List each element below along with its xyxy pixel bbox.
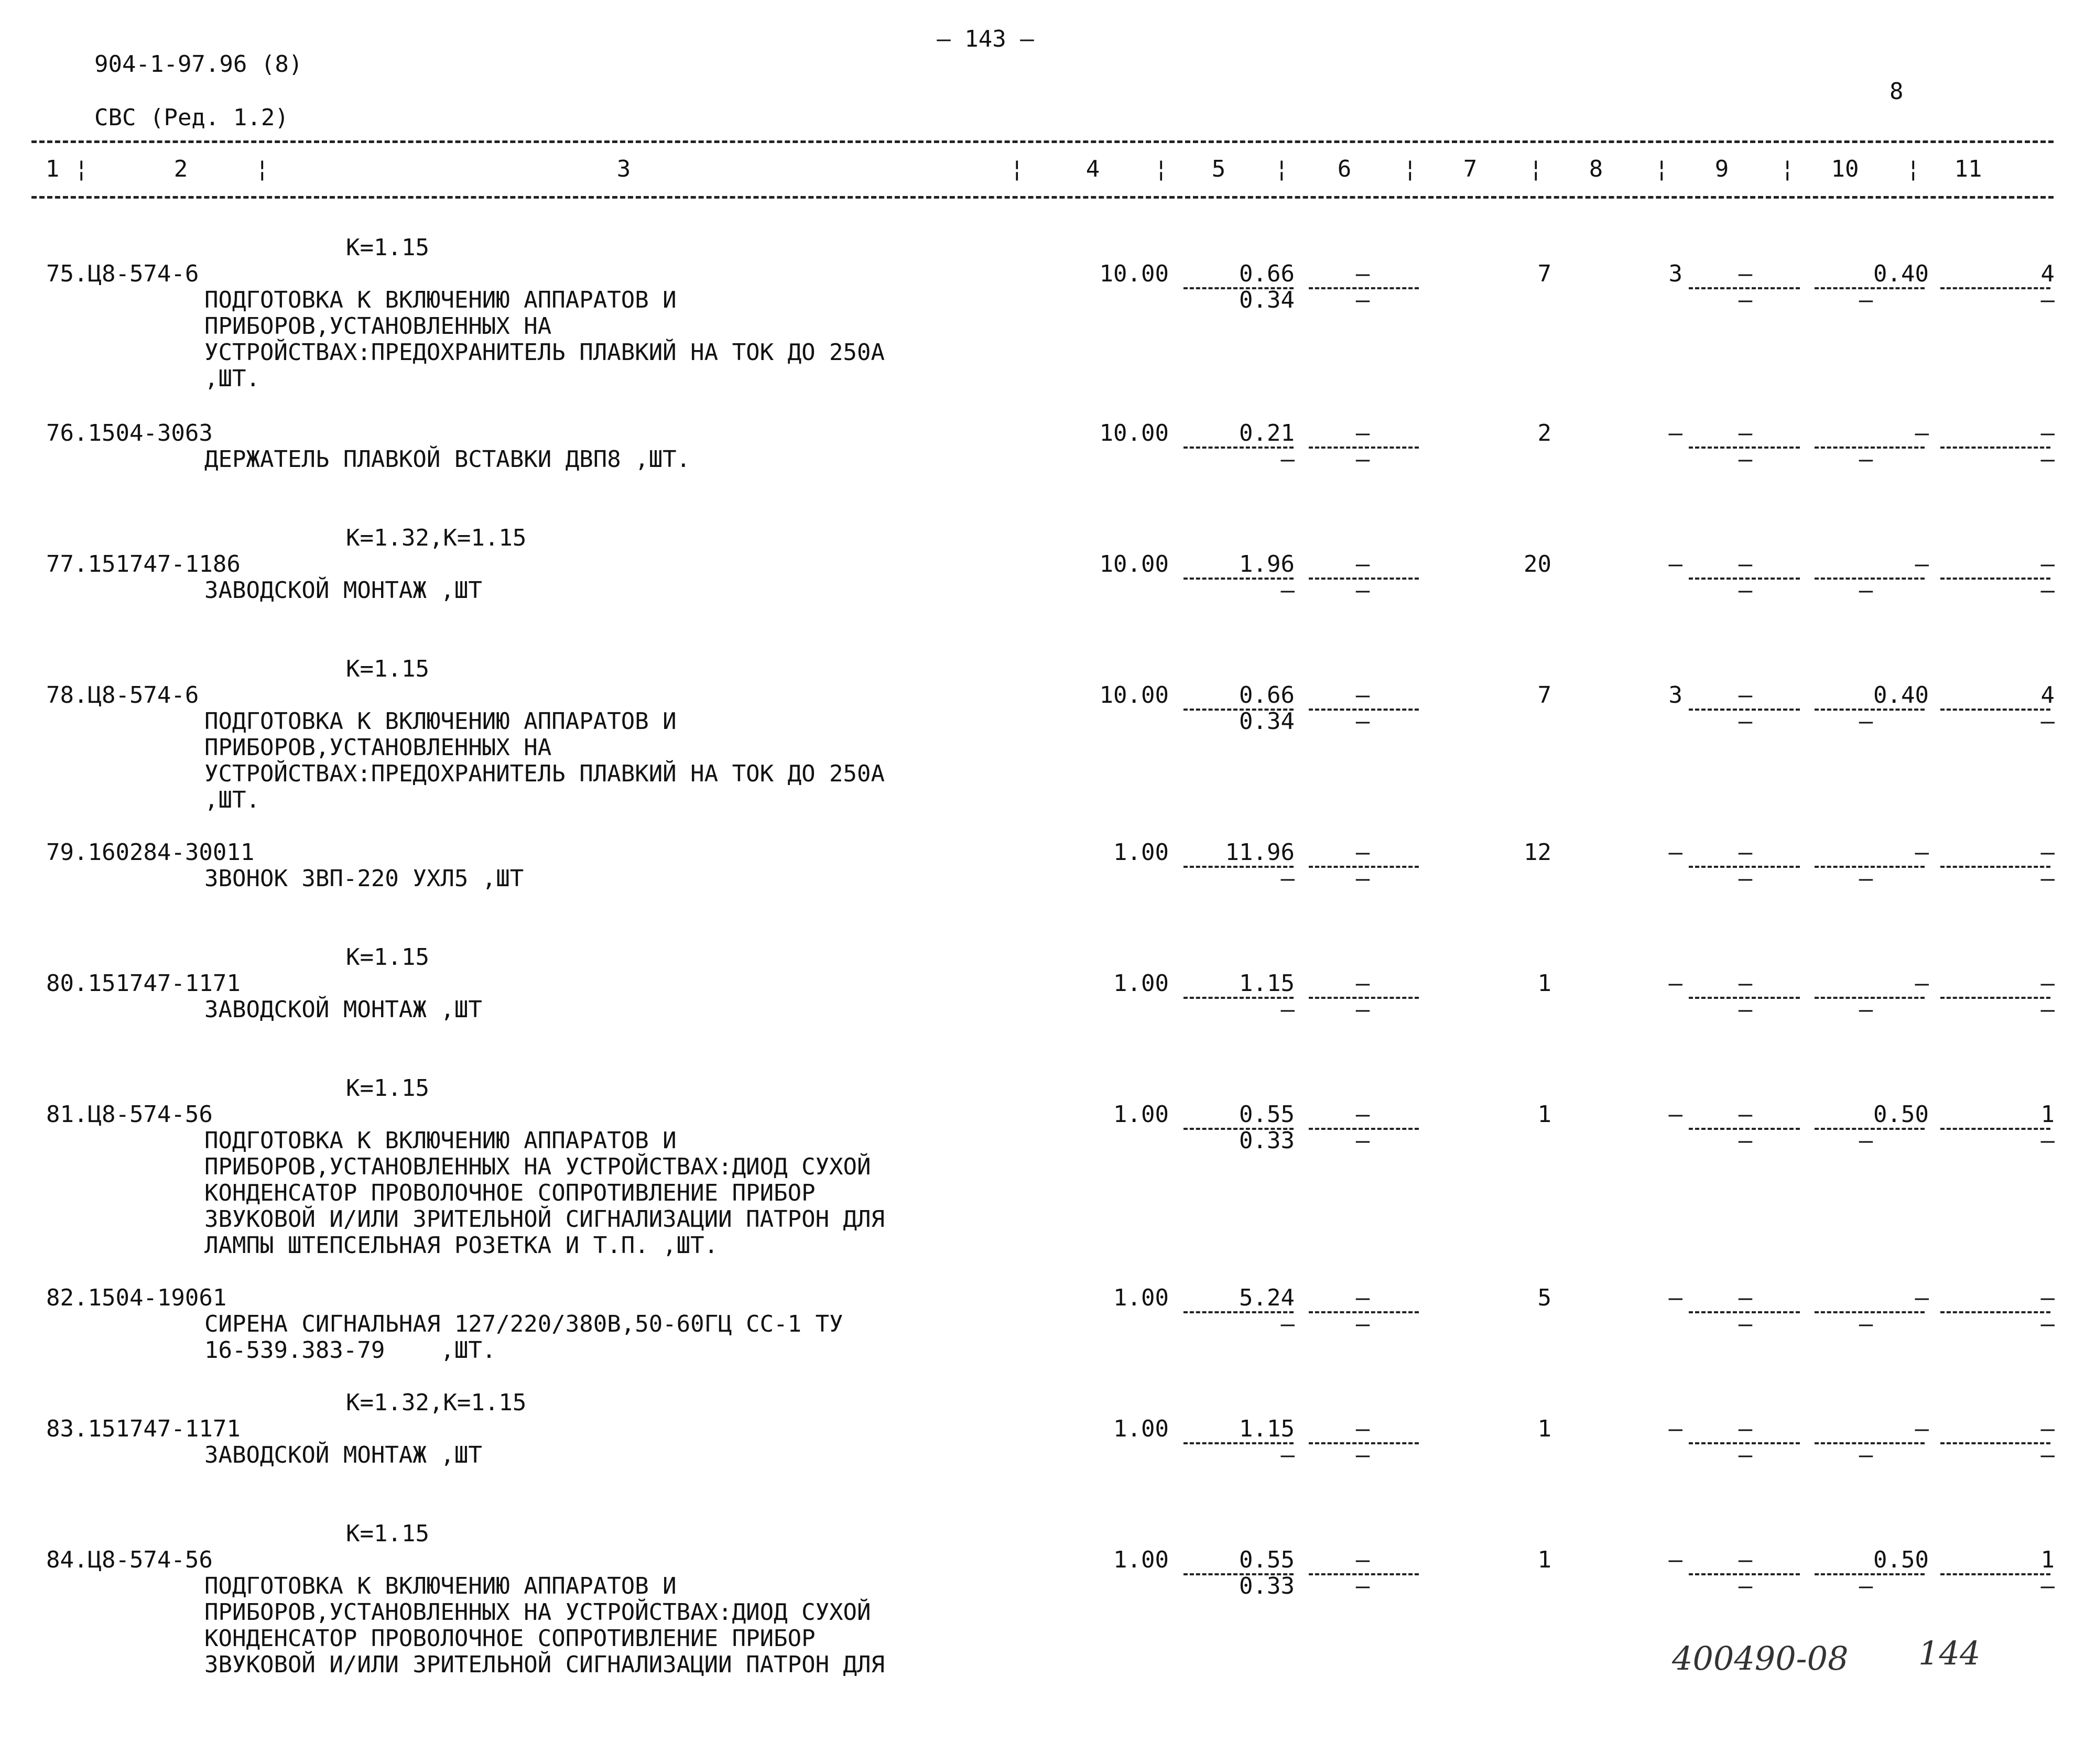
- item-description-line: ЗАВОДСКОЙ МОНТАЖ ,ШТ: [204, 996, 482, 1023]
- col11-sub-value: –: [2040, 1311, 2055, 1337]
- col9-sub-value: –: [1738, 708, 1753, 735]
- col8-value: –: [1668, 420, 1682, 447]
- quantity: 1.00: [1113, 970, 1169, 997]
- item-description-line: ,ШТ.: [204, 365, 260, 392]
- col10-sub-value: –: [1859, 1311, 1873, 1337]
- col9-value: –: [1738, 682, 1753, 709]
- col8-value: –: [1668, 551, 1682, 578]
- column-separator: ¦: [1906, 156, 1920, 182]
- col11-sub-value: –: [2040, 865, 2055, 892]
- col9-value: –: [1738, 420, 1753, 447]
- item-description-line: ЗВУКОВОЙ И/ИЛИ ЗРИТЕЛЬНОЙ СИГНАЛИЗАЦИИ ПАТРОН ДЛЯ: [204, 1206, 885, 1233]
- col11-value: –: [2040, 1415, 2055, 1442]
- column-separator: ¦: [1529, 156, 1543, 182]
- col9-value: –: [1738, 1284, 1753, 1311]
- col5-value: 11.96: [1225, 839, 1295, 866]
- item-code: 84.Ц8-574-56: [46, 1547, 213, 1573]
- column-header-9: 9: [1714, 156, 1729, 182]
- col6-sub-value: –: [1355, 1127, 1370, 1154]
- item-description-line: ,ШТ.: [204, 787, 260, 813]
- col10-value: –: [1915, 970, 1929, 997]
- col11-sub-value: –: [2040, 1127, 2055, 1154]
- col9-sub-value: –: [1738, 1442, 1753, 1468]
- col8-value: –: [1668, 1415, 1682, 1442]
- col11-value: 1: [2040, 1547, 2055, 1573]
- col9-sub-value: –: [1738, 1311, 1753, 1337]
- col10-value: –: [1915, 551, 1929, 578]
- col6-value: –: [1355, 1415, 1370, 1442]
- col6-sub-value: –: [1355, 996, 1370, 1023]
- item-code: 80.151747-1171: [46, 970, 241, 997]
- item-description-line: КОНДЕНСАТОР ПРОВОЛОЧНОЕ СОПРОТИВЛЕНИЕ ПРИБОР: [204, 1625, 816, 1652]
- col11-sub-value: –: [2040, 446, 2055, 473]
- col9-sub-value: –: [1738, 1127, 1753, 1154]
- col10-value: 0.50: [1873, 1101, 1929, 1128]
- col6-sub-value: –: [1355, 865, 1370, 892]
- column-separator: ¦: [74, 156, 89, 182]
- col11-value: –: [2040, 420, 2055, 447]
- column-header-10: 10: [1831, 156, 1859, 182]
- col7-value: 12: [1524, 839, 1551, 866]
- item-code: 79.160284-30011: [46, 839, 255, 866]
- col6-sub-value: –: [1355, 1573, 1370, 1599]
- col5-sub-value: 0.33: [1239, 1573, 1295, 1599]
- header-top-rule: [31, 140, 2054, 143]
- col5-sub-value: –: [1280, 446, 1295, 473]
- col8-value: –: [1668, 839, 1682, 866]
- handwritten-sheet-number: 144: [1918, 1634, 1981, 1672]
- col10-sub-value: –: [1859, 287, 1873, 313]
- col9-value: –: [1738, 1101, 1753, 1128]
- item-code: 78.Ц8-574-6: [46, 682, 199, 709]
- col7-value: 1: [1537, 1547, 1551, 1573]
- col7-value: 1: [1537, 970, 1551, 997]
- col9-sub-value: –: [1738, 577, 1753, 604]
- column-header-4: 4: [1085, 156, 1100, 182]
- col8-value: –: [1668, 1547, 1682, 1573]
- col5-value: 0.66: [1239, 260, 1295, 287]
- col11-sub-value: –: [2040, 287, 2055, 313]
- col10-sub-value: –: [1859, 1127, 1873, 1154]
- item-description-line: ПРИБОРОВ,УСТАНОВЛЕННЫХ НА: [204, 313, 552, 340]
- col11-value: 4: [2040, 260, 2055, 287]
- col10-value: 0.40: [1873, 682, 1929, 709]
- col5-value: 0.21: [1239, 420, 1295, 447]
- col5-value: 0.66: [1239, 682, 1295, 709]
- col8-value: 3: [1668, 260, 1682, 287]
- col10-value: –: [1915, 1415, 1929, 1442]
- item-description-line: ЗАВОДСКОЙ МОНТАЖ ,ШТ: [204, 1442, 482, 1468]
- col8-value: 3: [1668, 682, 1682, 709]
- col10-value: 0.50: [1873, 1547, 1929, 1573]
- col6-value: –: [1355, 682, 1370, 709]
- item-description-line: ЛАМПЫ ШТЕПСЕЛЬНАЯ РОЗЕТКА И Т.П. ,ШТ.: [204, 1232, 719, 1259]
- column-separator: ¦: [1275, 156, 1289, 182]
- sheet-number: 8: [1890, 78, 1904, 105]
- item-description-line: ПРИБОРОВ,УСТАНОВЛЕННЫХ НА УСТРОЙСТВАХ:ДИОД СУХОЙ: [204, 1599, 871, 1626]
- col6-sub-value: –: [1355, 446, 1370, 473]
- coefficient: К=1.15: [346, 1520, 429, 1547]
- coefficient: К=1.15: [346, 944, 429, 971]
- col10-value: –: [1915, 1284, 1929, 1311]
- coefficient: К=1.15: [346, 234, 429, 261]
- col5-sub-value: –: [1280, 865, 1295, 892]
- col6-value: –: [1355, 1284, 1370, 1311]
- col10-sub-value: –: [1859, 996, 1873, 1023]
- col11-value: –: [2040, 1284, 2055, 1311]
- item-description-line: ДЕРЖАТЕЛЬ ПЛАВКОЙ ВСТАВКИ ДВП8 ,ШТ.: [204, 446, 691, 473]
- col6-sub-value: –: [1355, 1311, 1370, 1337]
- col9-sub-value: –: [1738, 996, 1753, 1023]
- col5-sub-value: –: [1280, 1442, 1295, 1468]
- column-header-11: 11: [1954, 156, 1982, 182]
- col5-sub-value: 0.33: [1239, 1127, 1295, 1154]
- col9-sub-value: –: [1738, 1573, 1753, 1599]
- column-header-8: 8: [1589, 156, 1603, 182]
- col6-value: –: [1355, 420, 1370, 447]
- coefficient: К=1.32,К=1.15: [346, 1389, 527, 1416]
- item-description-line: ЗАВОДСКОЙ МОНТАЖ ,ШТ: [204, 577, 482, 604]
- col9-value: –: [1738, 970, 1753, 997]
- col6-sub-value: –: [1355, 287, 1370, 313]
- col6-value: –: [1355, 839, 1370, 866]
- quantity: 10.00: [1099, 551, 1169, 578]
- col6-value: –: [1355, 1547, 1370, 1573]
- col10-sub-value: –: [1859, 1442, 1873, 1468]
- item-description-line: СИРЕНА СИГНАЛЬНАЯ 127/220/380В,50-60ГЦ СС-1 ТУ: [204, 1311, 843, 1337]
- col11-sub-value: –: [2040, 1442, 2055, 1468]
- page-number: – 143 –: [937, 26, 1034, 52]
- col5-sub-value: 0.34: [1239, 708, 1295, 735]
- col8-value: –: [1668, 970, 1682, 997]
- col11-sub-value: –: [2040, 708, 2055, 735]
- col6-value: –: [1355, 1101, 1370, 1128]
- item-description-line: УСТРОЙСТВАХ:ПРЕДОХРАНИТЕЛЬ ПЛАВКИЙ НА ТОК ДО 250А: [204, 760, 885, 787]
- col6-sub-value: –: [1355, 708, 1370, 735]
- col10-value: –: [1915, 420, 1929, 447]
- col5-sub-value: –: [1280, 577, 1295, 604]
- quantity: 1.00: [1113, 1415, 1169, 1442]
- col5-value: 0.55: [1239, 1547, 1295, 1573]
- col5-value: 0.55: [1239, 1101, 1295, 1128]
- col5-value: 1.15: [1239, 970, 1295, 997]
- item-code: 75.Ц8-574-6: [46, 260, 199, 287]
- col11-sub-value: –: [2040, 996, 2055, 1023]
- col6-value: –: [1355, 551, 1370, 578]
- col9-sub-value: –: [1738, 287, 1753, 313]
- col9-value: –: [1738, 1415, 1753, 1442]
- item-description-line: УСТРОЙСТВАХ:ПРЕДОХРАНИТЕЛЬ ПЛАВКИЙ НА ТОК ДО 250А: [204, 339, 885, 366]
- column-header-2: 2: [173, 156, 188, 182]
- column-separator: ¦: [1154, 156, 1168, 182]
- col11-value: 4: [2040, 682, 2055, 709]
- system-version: СВС (Ред. 1.2): [94, 104, 289, 131]
- item-description-line: ПОДГОТОВКА К ВКЛЮЧЕНИЮ АППАРАТОВ И: [204, 1573, 677, 1599]
- col7-value: 7: [1537, 260, 1551, 287]
- item-description-line: КОНДЕНСАТОР ПРОВОЛОЧНОЕ СОПРОТИВЛЕНИЕ ПРИБОР: [204, 1180, 816, 1206]
- col10-sub-value: –: [1859, 446, 1873, 473]
- col6-value: –: [1355, 260, 1370, 287]
- col5-sub-value: 0.34: [1239, 287, 1295, 313]
- quantity: 10.00: [1099, 420, 1169, 447]
- col9-value: –: [1738, 551, 1753, 578]
- quantity: 10.00: [1099, 260, 1169, 287]
- item-description-line: ЗВОНОК ЗВП-220 УХЛ5 ,ШТ: [204, 865, 524, 892]
- col5-value: 5.24: [1239, 1284, 1295, 1311]
- col7-value: 1: [1537, 1415, 1551, 1442]
- col5-sub-value: –: [1280, 1311, 1295, 1337]
- col5-value: 1.96: [1239, 551, 1295, 578]
- column-separator: ¦: [1655, 156, 1669, 182]
- col7-value: 7: [1537, 682, 1551, 709]
- col10-sub-value: –: [1859, 1573, 1873, 1599]
- col11-value: –: [2040, 551, 2055, 578]
- column-header-6: 6: [1337, 156, 1352, 182]
- col8-value: –: [1668, 1101, 1682, 1128]
- column-header-3: 3: [616, 156, 631, 182]
- item-description-line: ПРИБОРОВ,УСТАНОВЛЕННЫХ НА: [204, 734, 552, 761]
- col7-value: 2: [1537, 420, 1551, 447]
- coefficient: К=1.32,К=1.15: [346, 525, 527, 551]
- column-separator: ¦: [1010, 156, 1024, 182]
- col6-sub-value: –: [1355, 1442, 1370, 1468]
- col6-sub-value: –: [1355, 577, 1370, 604]
- col11-sub-value: –: [2040, 577, 2055, 604]
- quantity: 10.00: [1099, 682, 1169, 709]
- col9-value: –: [1738, 1547, 1753, 1573]
- item-description-line: ПОДГОТОВКА К ВКЛЮЧЕНИЮ АППАРАТОВ И: [204, 1127, 677, 1154]
- quantity: 1.00: [1113, 839, 1169, 866]
- item-code: 83.151747-1171: [46, 1415, 241, 1442]
- col5-value: 1.15: [1239, 1415, 1295, 1442]
- header-bottom-rule: [31, 196, 2054, 199]
- col7-value: 1: [1537, 1101, 1551, 1128]
- item-code: 82.1504-19061: [46, 1284, 227, 1311]
- item-description-line: 16-539.383-79 ,ШТ.: [204, 1337, 496, 1364]
- item-code: 77.151747-1186: [46, 551, 241, 578]
- col7-value: 20: [1524, 551, 1551, 578]
- col8-value: –: [1668, 1284, 1682, 1311]
- item-description-line: ПОДГОТОВКА К ВКЛЮЧЕНИЮ АППАРАТОВ И: [204, 287, 677, 313]
- col9-value: –: [1738, 839, 1753, 866]
- item-description-line: ПРИБОРОВ,УСТАНОВЛЕННЫХ НА УСТРОЙСТВАХ:ДИОД СУХОЙ: [204, 1153, 871, 1180]
- column-header-7: 7: [1463, 156, 1478, 182]
- col11-sub-value: –: [2040, 1573, 2055, 1599]
- col9-value: –: [1738, 260, 1753, 287]
- handwritten-stamp: 400490-08: [1672, 1639, 1849, 1678]
- col9-sub-value: –: [1738, 865, 1753, 892]
- column-header-1: 1: [45, 156, 60, 182]
- document-code: 904-1-97.96 (8): [94, 51, 303, 78]
- col9-sub-value: –: [1738, 446, 1753, 473]
- col10-value: 0.40: [1873, 260, 1929, 287]
- col5-sub-value: –: [1280, 996, 1295, 1023]
- col6-value: –: [1355, 970, 1370, 997]
- col11-value: –: [2040, 839, 2055, 866]
- column-separator: ¦: [1403, 156, 1417, 182]
- item-description-line: ЗВУКОВОЙ И/ИЛИ ЗРИТЕЛЬНОЙ СИГНАЛИЗАЦИИ ПАТРОН ДЛЯ: [204, 1651, 885, 1678]
- quantity: 1.00: [1113, 1101, 1169, 1128]
- col10-sub-value: –: [1859, 708, 1873, 735]
- column-separator: ¦: [255, 156, 269, 182]
- col7-value: 5: [1537, 1284, 1551, 1311]
- item-code: 76.1504-3063: [46, 420, 213, 447]
- coefficient: К=1.15: [346, 656, 429, 682]
- col10-sub-value: –: [1859, 865, 1873, 892]
- item-code: 81.Ц8-574-56: [46, 1101, 213, 1128]
- col10-value: –: [1915, 839, 1929, 866]
- item-description-line: ПОДГОТОВКА К ВКЛЮЧЕНИЮ АППАРАТОВ И: [204, 708, 677, 735]
- quantity: 1.00: [1113, 1284, 1169, 1311]
- col11-value: 1: [2040, 1101, 2055, 1128]
- column-header-5: 5: [1211, 156, 1226, 182]
- quantity: 1.00: [1113, 1547, 1169, 1573]
- col11-value: –: [2040, 970, 2055, 997]
- coefficient: К=1.15: [346, 1075, 429, 1102]
- column-separator: ¦: [1780, 156, 1795, 182]
- col10-sub-value: –: [1859, 577, 1873, 604]
